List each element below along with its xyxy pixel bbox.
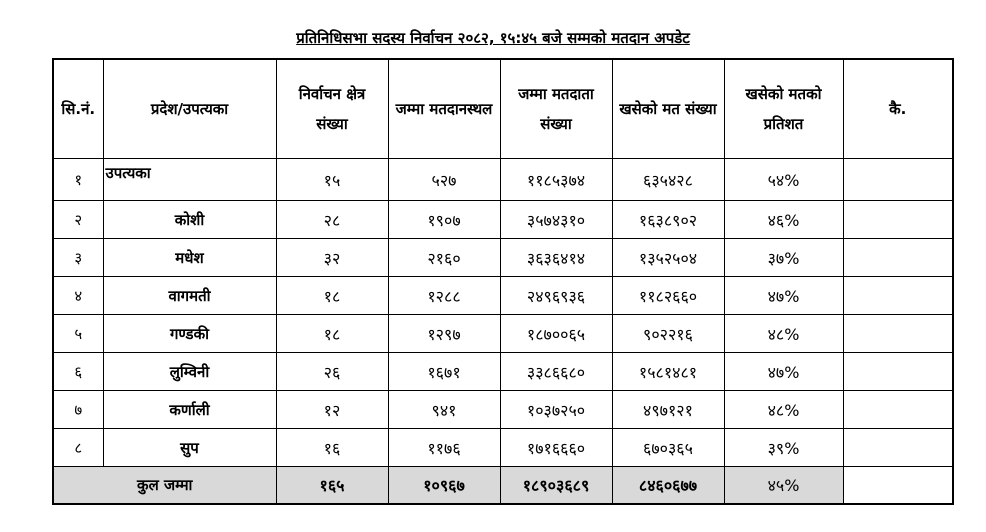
cell-sn: ५	[53, 315, 103, 353]
cell-voters: १०३७२५०	[500, 391, 612, 429]
total-remarks	[843, 467, 953, 505]
cell-constituencies: १८	[276, 277, 388, 315]
header-voters: जम्मा मतदाता संख्या	[500, 59, 612, 159]
cell-sn: ६	[53, 353, 103, 391]
cell-voters: १८७००६५	[500, 315, 612, 353]
header-votes-cast: खसेको मत संख्या	[612, 59, 724, 159]
cell-polling-stations: १२९७	[388, 315, 500, 353]
header-polling-stations: जम्मा मतदानस्थल	[388, 59, 500, 159]
cell-votes-cast: १३५२५०४	[612, 239, 724, 277]
cell-province: उपत्यका	[103, 159, 276, 201]
cell-polling-stations: ९४१	[388, 391, 500, 429]
cell-sn: ७	[53, 391, 103, 429]
cell-polling-stations: ११७६	[388, 429, 500, 467]
cell-province: कर्णाली	[103, 391, 276, 429]
cell-polling-stations: ५२७	[388, 159, 500, 201]
cell-percent: ५४%	[724, 159, 843, 201]
title-text: प्रतिनिधिसभा सदस्य निर्वाचन २०८२, १५:४५ बजे सम्मको मतदान अपडेट	[296, 29, 690, 47]
table-row	[53, 239, 953, 277]
cell-province: गण्डकी	[103, 315, 276, 353]
total-constituencies: १६५	[276, 467, 388, 505]
cell-province: सुप	[103, 429, 276, 467]
table-row	[53, 353, 953, 391]
cell-percent: ४८%	[724, 315, 843, 353]
cell-polling-stations: १६७१	[388, 353, 500, 391]
cell-province: कोशी	[103, 201, 276, 239]
cell-percent: ४८%	[724, 391, 843, 429]
table-row	[53, 159, 953, 201]
cell-percent: ३९%	[724, 429, 843, 467]
cell-voters: १७१६६६०	[500, 429, 612, 467]
cell-constituencies: २८	[276, 201, 388, 239]
header-province: प्रदेश/उपत्यका	[103, 59, 276, 159]
cell-province: लुम्विनी	[103, 353, 276, 391]
cell-constituencies: १२	[276, 391, 388, 429]
table-row	[53, 277, 953, 315]
cell-remarks	[843, 159, 953, 201]
cell-votes-cast: ६३५४२८	[612, 159, 724, 201]
cell-polling-stations: २१६०	[388, 239, 500, 277]
cell-votes-cast: १६३८९०२	[612, 201, 724, 239]
cell-votes-cast: ६७०३६५	[612, 429, 724, 467]
cell-voters: २४९६९३६	[500, 277, 612, 315]
table-row	[53, 315, 953, 353]
total-percent: ४५%	[724, 467, 843, 505]
cell-votes-cast: ११८२६६०	[612, 277, 724, 315]
cell-remarks	[843, 353, 953, 391]
cell-constituencies: २६	[276, 353, 388, 391]
table-row	[53, 391, 953, 429]
cell-voters: ३३८६६८०	[500, 353, 612, 391]
cell-remarks	[843, 315, 953, 353]
cell-sn: १	[53, 159, 103, 201]
cell-voters: ११८५३७४	[500, 159, 612, 201]
cell-percent: ४७%	[724, 277, 843, 315]
header-percent: खसेको मतको प्रतिशत	[724, 59, 843, 159]
total-row	[53, 467, 953, 505]
header-remarks: कै.	[843, 59, 953, 159]
cell-remarks	[843, 277, 953, 315]
cell-polling-stations: १२८८	[388, 277, 500, 315]
table-row	[53, 201, 953, 239]
cell-percent: ४७%	[724, 353, 843, 391]
header-constituencies: निर्वाचन क्षेत्र संख्या	[276, 59, 388, 159]
cell-constituencies: ३२	[276, 239, 388, 277]
cell-polling-stations: १९०७	[388, 201, 500, 239]
total-polling-stations: १०९६७	[388, 467, 500, 505]
cell-sn: ४	[53, 277, 103, 315]
cell-voters: ३६३६४१४	[500, 239, 612, 277]
cell-sn: २	[53, 201, 103, 239]
cell-province: मधेश	[103, 239, 276, 277]
table-row	[53, 429, 953, 467]
cell-sn: ३	[53, 239, 103, 277]
cell-remarks	[843, 239, 953, 277]
cell-constituencies: १५	[276, 159, 388, 201]
header-sn: सि.नं.	[53, 59, 103, 159]
cell-remarks	[843, 429, 953, 467]
cell-voters: ३५७४३१०	[500, 201, 612, 239]
vote-update-table	[52, 58, 954, 505]
cell-votes-cast: ४९७१२१	[612, 391, 724, 429]
cell-votes-cast: १५८१४८१	[612, 353, 724, 391]
cell-votes-cast: ९०२२१६	[612, 315, 724, 353]
cell-constituencies: १६	[276, 429, 388, 467]
total-voters: १८९०३६८९	[500, 467, 612, 505]
page-title	[0, 28, 986, 48]
cell-province: वागमती	[103, 277, 276, 315]
cell-percent: ४६%	[724, 201, 843, 239]
cell-constituencies: १८	[276, 315, 388, 353]
total-votes-cast: ८४६०६७७	[612, 467, 724, 505]
cell-remarks	[843, 391, 953, 429]
total-label: कुल जम्मा	[53, 467, 276, 505]
header-row	[53, 59, 953, 159]
cell-sn: ८	[53, 429, 103, 467]
cell-remarks	[843, 201, 953, 239]
cell-percent: ३७%	[724, 239, 843, 277]
